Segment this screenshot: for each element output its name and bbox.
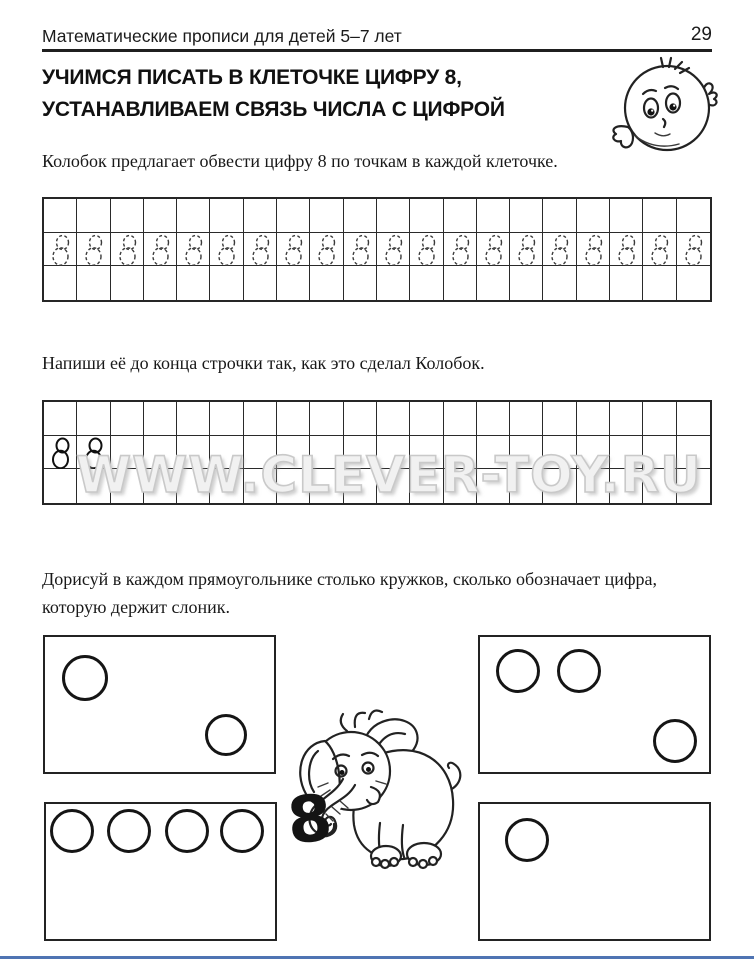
grid-cell [510, 402, 543, 436]
grid-cell [543, 199, 576, 233]
grid-cell [410, 233, 443, 267]
grid-cell [643, 233, 676, 267]
drawn-circle [557, 649, 601, 693]
grid-cell [310, 266, 343, 300]
grid-cell [410, 436, 443, 470]
grid-cell [77, 469, 110, 503]
grid-cell [77, 402, 110, 436]
grid-cell [210, 436, 243, 470]
grid-cell [510, 469, 543, 503]
grid-cell [610, 469, 643, 503]
grid-cell [577, 469, 610, 503]
grid-cell [610, 402, 643, 436]
kolobok-character-icon [601, 56, 727, 162]
grid-cell [244, 402, 277, 436]
grid-cell [244, 199, 277, 233]
grid-cell [77, 436, 110, 470]
grid-cell [344, 469, 377, 503]
grid-cell [610, 233, 643, 267]
drawn-circle [107, 809, 151, 853]
grid-cell [277, 233, 310, 267]
grid-cell [410, 199, 443, 233]
traced-digit-8 [46, 233, 76, 266]
grid-cell [610, 266, 643, 300]
grid-cell [310, 436, 343, 470]
grid-cell [543, 436, 576, 470]
drawn-circle [220, 809, 264, 853]
grid-cell [77, 233, 110, 267]
grid-cell [310, 233, 343, 267]
instruction-draw-line1: Дорисуй в каждом прямоугольнике столько кружков, сколько обозначает цифра, [42, 569, 657, 589]
grid-cell [643, 436, 676, 470]
grid-cell [310, 402, 343, 436]
grid-cell [677, 233, 710, 267]
traced-digit-8 [479, 233, 509, 266]
traced-digit-8 [679, 233, 709, 266]
grid-cell [77, 199, 110, 233]
grid-cell [344, 436, 377, 470]
drawn-circle [205, 714, 247, 756]
traced-digit-8 [579, 233, 609, 266]
grid-cell [510, 266, 543, 300]
grid-cell [244, 436, 277, 470]
grid-cell [543, 469, 576, 503]
drawn-circle [62, 655, 108, 701]
traced-digit-8 [446, 233, 476, 266]
grid-cell [643, 469, 676, 503]
grid-cell [477, 436, 510, 470]
write-grid [42, 400, 712, 505]
grid-cell [377, 436, 410, 470]
instruction-draw-line2: которую держит слоник. [42, 597, 230, 617]
grid-cell [144, 402, 177, 436]
instruction-trace: Колобок предлагает обвести цифру 8 по точкам в каждой клеточке. [42, 151, 558, 171]
grid-cell [377, 402, 410, 436]
grid-cell [210, 266, 243, 300]
grid-cell [377, 266, 410, 300]
drawn-circle [50, 809, 94, 853]
grid-cell [177, 402, 210, 436]
grid-cell [543, 266, 576, 300]
grid-cell [677, 266, 710, 300]
grid-cell [177, 436, 210, 470]
traced-digit-8 [146, 233, 176, 266]
grid-cell [144, 436, 177, 470]
traced-digit-8 [279, 233, 309, 266]
grid-cell [244, 469, 277, 503]
instruction-draw [42, 565, 657, 621]
grid-cell [177, 266, 210, 300]
grid-cell [643, 266, 676, 300]
grid-cell [477, 402, 510, 436]
grid-cell [277, 469, 310, 503]
grid-cell [44, 436, 77, 470]
traced-digit-8 [545, 233, 575, 266]
grid-cell [277, 402, 310, 436]
grid-cell [377, 469, 410, 503]
grid-cell [310, 199, 343, 233]
grid-cell [344, 199, 377, 233]
grid-cell [577, 402, 610, 436]
traced-digit-8 [179, 233, 209, 266]
grid-cell [177, 199, 210, 233]
grid-cell [543, 402, 576, 436]
grid-cell [177, 469, 210, 503]
drawn-circle [496, 649, 540, 693]
grid-cell [344, 233, 377, 267]
handwritten-digit-8 [79, 436, 109, 469]
grid-cell [377, 199, 410, 233]
traced-digit-8 [113, 233, 143, 266]
grid-cell [677, 469, 710, 503]
instruction-write: Напиши её до конца строчки так, как это сделал Колобок. [42, 353, 485, 373]
grid-cell [610, 199, 643, 233]
book-title: Математические прописи для детей 5–7 лет [42, 26, 402, 46]
grid-cell [111, 402, 144, 436]
grid-cell [444, 266, 477, 300]
grid-cell [477, 233, 510, 267]
grid-cell [444, 469, 477, 503]
lesson-title [42, 62, 505, 126]
grid-cell [44, 266, 77, 300]
grid-cell [277, 199, 310, 233]
drawn-circle [165, 809, 209, 853]
grid-cell [377, 233, 410, 267]
traced-digit-8 [246, 233, 276, 266]
grid-cell [344, 266, 377, 300]
grid-cell [543, 233, 576, 267]
grid-cell [477, 199, 510, 233]
header-divider [42, 49, 712, 52]
grid-cell [144, 199, 177, 233]
grid-cell [210, 402, 243, 436]
grid-cell [310, 469, 343, 503]
traced-digit-8 [212, 233, 242, 266]
grid-cell [111, 266, 144, 300]
grid-cell [111, 436, 144, 470]
grid-cell [344, 402, 377, 436]
elephant-character-icon [283, 693, 465, 871]
grid-cell [144, 266, 177, 300]
grid-cell [577, 436, 610, 470]
grid-cell [577, 266, 610, 300]
grid-cell [677, 402, 710, 436]
traced-digit-8 [346, 233, 376, 266]
grid-cell [577, 199, 610, 233]
grid-cell [444, 233, 477, 267]
grid-cell [277, 266, 310, 300]
traced-digit-8 [412, 233, 442, 266]
grid-cell [444, 436, 477, 470]
lesson-title-line1: УЧИМСЯ ПИСАТЬ В КЛЕТОЧКЕ ЦИФРУ 8, [42, 66, 462, 89]
grid-cell [477, 469, 510, 503]
grid-cell [244, 266, 277, 300]
grid-cell [44, 402, 77, 436]
grid-cell [510, 199, 543, 233]
grid-cell [210, 469, 243, 503]
grid-cell [510, 436, 543, 470]
grid-cell [244, 233, 277, 267]
grid-cell [277, 436, 310, 470]
grid-cell [477, 266, 510, 300]
grid-cell [44, 199, 77, 233]
grid-cell [577, 233, 610, 267]
traced-digit-8 [645, 233, 675, 266]
grid-cell [44, 233, 77, 267]
trace-grid [42, 197, 712, 302]
grid-cell [677, 199, 710, 233]
traced-digit-8 [612, 233, 642, 266]
grid-cell [610, 436, 643, 470]
grid-cell [111, 199, 144, 233]
footer-accent-bar [0, 956, 754, 959]
lesson-title-line2: УСТАНАВЛИВАЕМ СВЯЗЬ ЧИСЛА С ЦИФРОЙ [42, 98, 505, 121]
grid-cell [144, 469, 177, 503]
grid-cell [111, 469, 144, 503]
grid-cell [44, 469, 77, 503]
watermark: WWW.CLEVER-TOY.RU [76, 446, 702, 504]
grid-cell [643, 199, 676, 233]
traced-digit-8 [512, 233, 542, 266]
page-number: 29 [690, 24, 712, 45]
grid-cell [210, 233, 243, 267]
grid-cell [410, 402, 443, 436]
grid-cell [144, 233, 177, 267]
grid-cell [677, 436, 710, 470]
grid-cell [210, 199, 243, 233]
elephant-held-digit: 8 [284, 781, 336, 860]
grid-cell [510, 233, 543, 267]
grid-cell [444, 402, 477, 436]
grid-cell [444, 199, 477, 233]
grid-cell [111, 233, 144, 267]
traced-digit-8 [79, 233, 109, 266]
traced-digit-8 [379, 233, 409, 266]
traced-digit-8 [312, 233, 342, 266]
grid-cell [77, 266, 110, 300]
drawn-circle [653, 719, 697, 763]
grid-cell [643, 402, 676, 436]
handwritten-digit-8 [46, 436, 76, 469]
grid-cell [410, 469, 443, 503]
drawn-circle [505, 818, 549, 862]
grid-cell [410, 266, 443, 300]
grid-cell [177, 233, 210, 267]
